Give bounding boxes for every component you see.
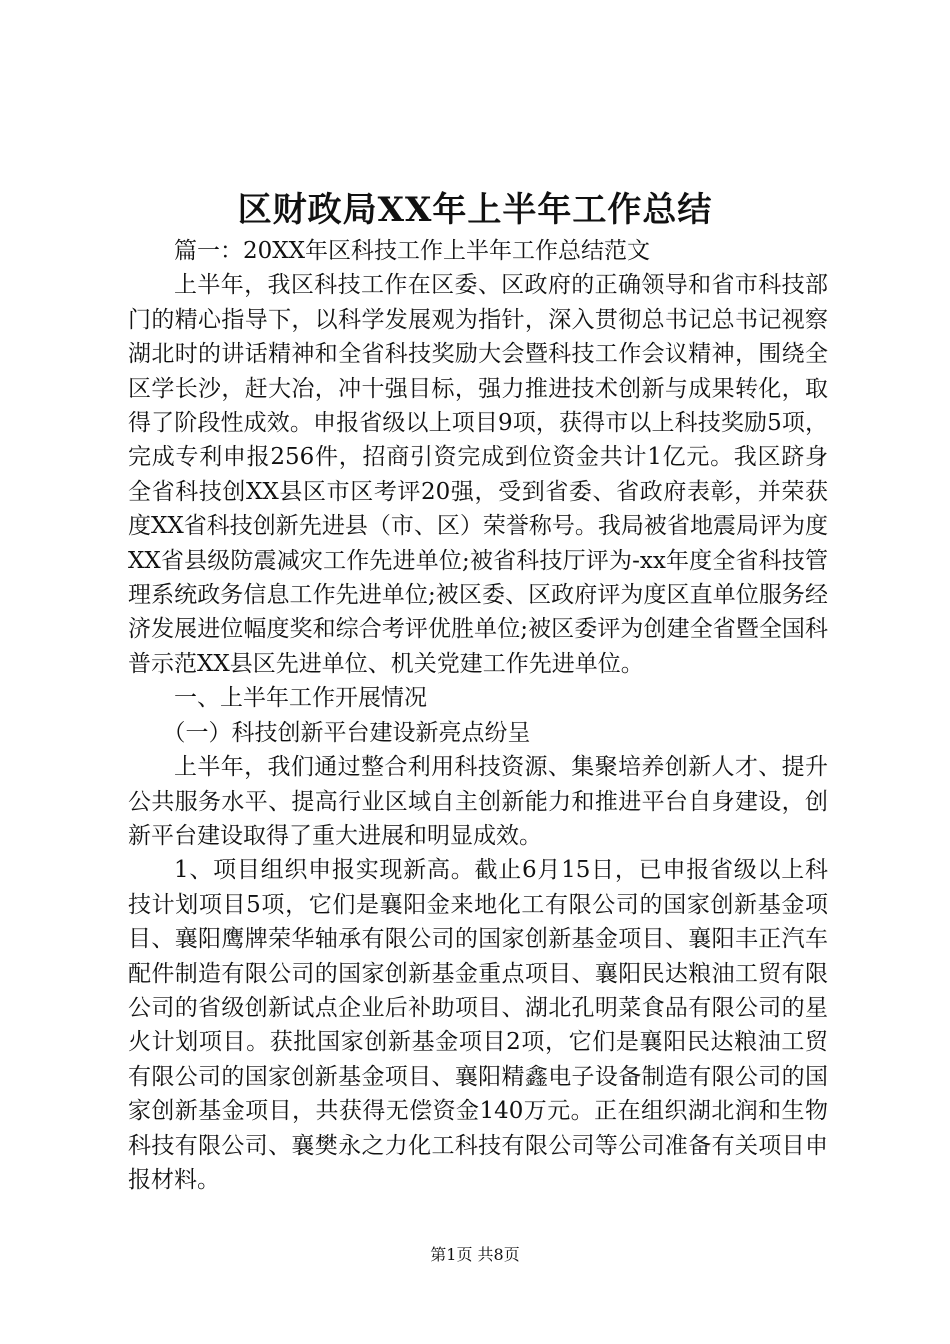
document-title: 区财政局XX年上半年工作总结 — [237, 190, 713, 230]
paragraph-platform: 上半年，我们通过整合利用科技资源、集聚培养创新人才、提升公共服务水平、提高行业区域自主创新能力和推进平台自身建设，创新平台建设取得了重大进展和明显成效。 — [128, 754, 828, 849]
subsection-heading: （一）科技创新平台建设新亮点纷呈 — [162, 719, 531, 746]
subtitle: 篇一：20XX年区科技工作上半年工作总结范文 — [174, 238, 651, 264]
section-heading: 一、上半年工作开展情况 — [174, 685, 427, 712]
document-body — [128, 234, 828, 1197]
paragraph-projects: 1、项目组织申报实现新高。截止6月15日，已申报省级以上科技计划项目5项，它们是襄阳金来地化工有限公司的国家创新基金项目、襄阳鹰牌荣华轴承有限公司的国家创新基金项目、襄阳丰正汽车配件制造有限公司的国家创新基金重点项目、襄阳民达粮油工贸有限公司的省级创新试点企业后补助项目、湖北孔明菜食品有限公司的星火计划项目。获批国家创新基金项目2项，它们是襄阳民达粮油工贸有限公司的国家创新基金项目、襄阳精鑫电子设备制造有限公司的国家创新基金项目，共获得无偿资金140万元。正在组织湖北润和生物科技有限公司、襄樊永之力化工科技有限公司等公司准备有关项目申报材料。 — [128, 857, 828, 1193]
page-footer: 第1页 共8页 — [430, 1245, 520, 1264]
paragraph-intro: 上半年，我区科技工作在区委、区政府的正确领导和省市科技部门的精心指导下，以科学发展观为指针，深入贯彻总书记总书记视察湖北时的讲话精神和全省科技奖励大会暨科技工作会议精神，围绕全区学长沙，赶大冶，冲十强目标，强力推进技术创新与成果转化，取得了阶段性成效。申报省级以上项目9项，获得市以上科技奖励5项，完成专利申报256件，招商引资完成到位资金共计1亿元。我区跻身全省科技创XX县区市区考评20强，受到省委、省政府表彰，并荣获度XX省科技创新先进县（市、区）荣誉称号。我局被省地震局评为度XX省县级防震减灾工作先进单位;被省科技厅评为-xx年度全省科技管理系统政务信息工作先进单位;被区委、区政府评为度区直单位服务经济发展进位幅度奖和综合考评优胜单位;被区委评为创建全省暨全国科普示范XX县区先进单位、机关党建工作先进单位。 — [128, 272, 828, 677]
